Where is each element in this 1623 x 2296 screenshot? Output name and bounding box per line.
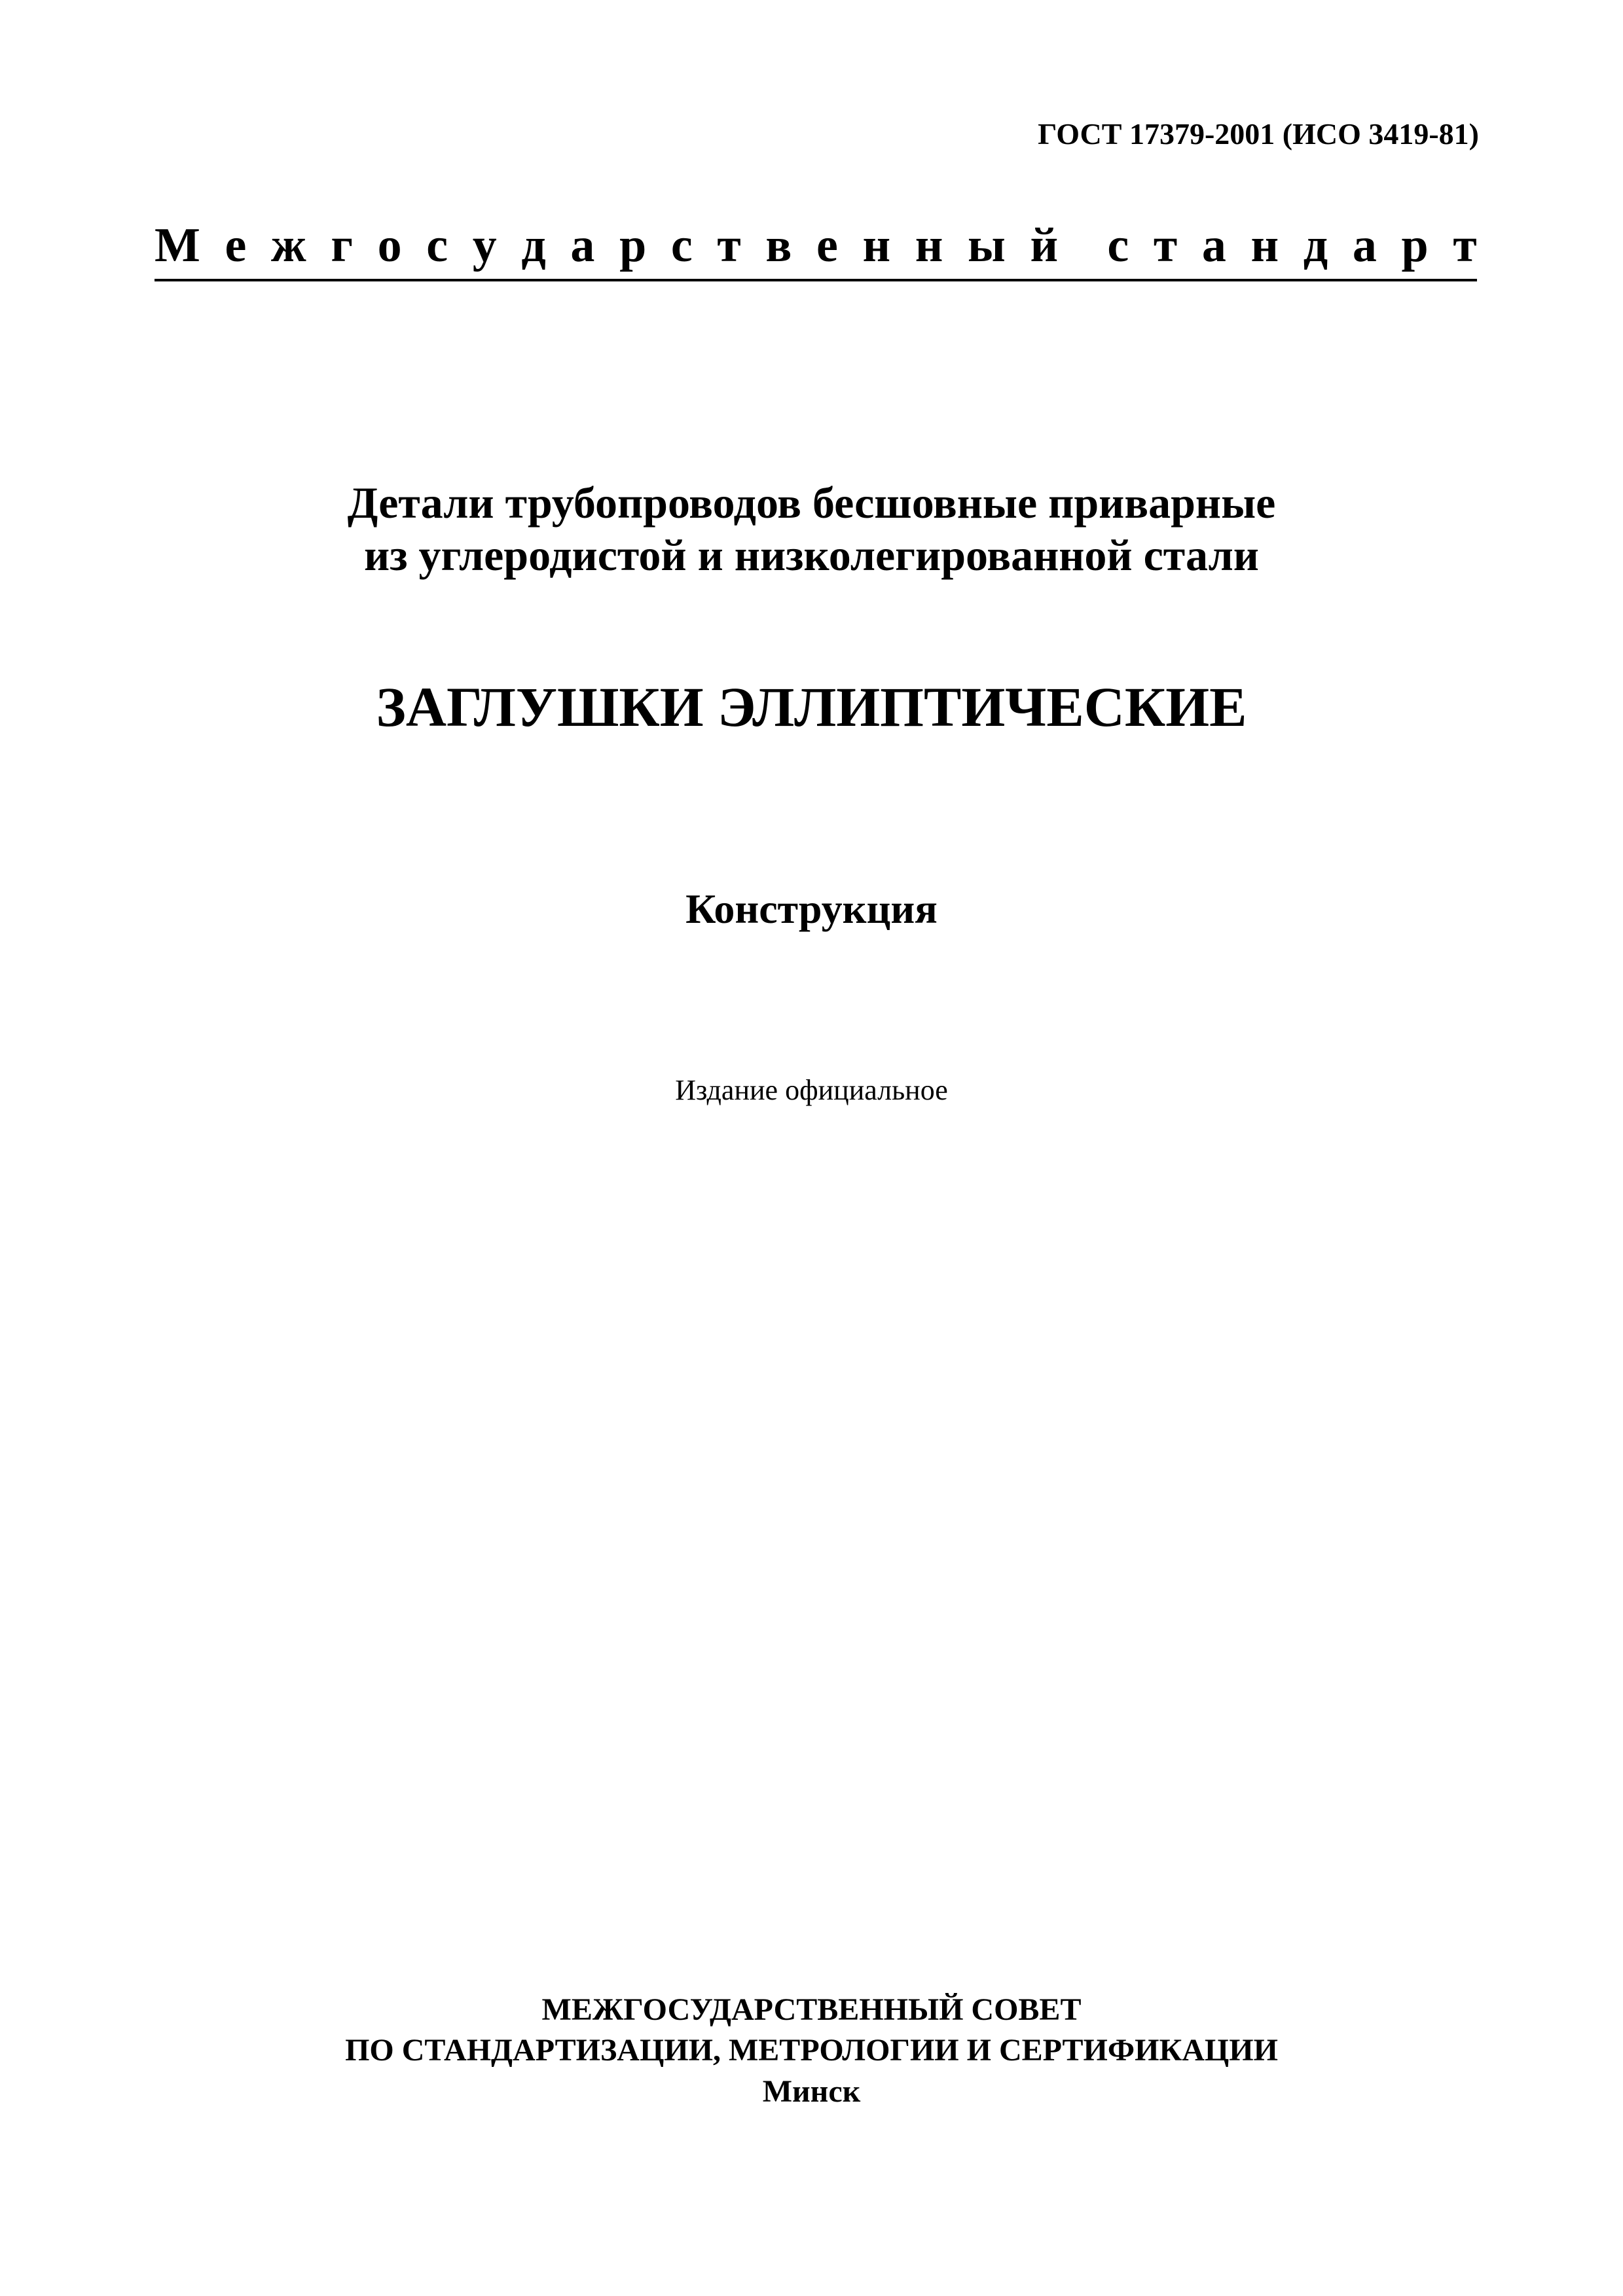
standard-type-letter: е [816, 219, 838, 272]
edition-note: Издание официальное [675, 1074, 948, 1106]
document-code: ГОСТ 17379-2001 (ИСО 3419-81) [1038, 117, 1479, 151]
subject-line: Детали трубопроводов бесшовные приварные [347, 478, 1276, 528]
standard-type-letter: а [1352, 219, 1377, 272]
standard-type-letter: а [570, 219, 595, 272]
publisher-city: Минск [762, 2073, 861, 2109]
standard-type-letter: с [426, 219, 448, 272]
standard-type-letter: о [377, 219, 402, 272]
standard-type-letter: д [1303, 219, 1328, 272]
document-subtitle: Конструкция [685, 886, 938, 932]
standard-type-heading [155, 221, 1477, 281]
standard-type-letter: г [331, 219, 353, 272]
subject-line: из углеродистой и низколегированной стали [364, 530, 1259, 581]
standard-type-letter: д [521, 219, 546, 272]
publisher-block [0, 1990, 1623, 2112]
publisher-line: МЕЖГОСУДАРСТВЕННЫЙ СОВЕТ [541, 1992, 1082, 2027]
document-title: ЗАГЛУШКИ ЭЛЛИПТИЧЕСКИЕ [376, 675, 1247, 738]
standard-type-letter: а [1201, 219, 1226, 272]
standard-type-letter: р [1401, 219, 1429, 272]
standard-type-letter: с [670, 219, 693, 272]
standard-type-letter: в [765, 219, 792, 272]
standard-type-letter: у [472, 219, 497, 272]
subject-heading [0, 476, 1623, 581]
standard-type-letter: ы [968, 219, 1006, 272]
standard-type-letter: т [1453, 219, 1477, 272]
standard-type-letter: й [1030, 219, 1059, 272]
standard-type-letter: р [619, 219, 647, 272]
standard-type-letter: ж [271, 219, 306, 272]
standard-type-letter: н [915, 219, 943, 272]
publisher-line: ПО СТАНДАРТИЗАЦИИ, МЕТРОЛОГИИ И СЕРТИФИКАЦИИ [345, 2033, 1278, 2068]
standard-type-letter: М [155, 219, 200, 272]
standard-type-letter: н [862, 219, 891, 272]
standard-type-letter: т [1153, 219, 1178, 272]
standard-type-letter: е [225, 219, 247, 272]
standard-type-letter: с [1107, 219, 1129, 272]
standard-type-letter: н [1250, 219, 1279, 272]
standard-type-letter: т [717, 219, 741, 272]
